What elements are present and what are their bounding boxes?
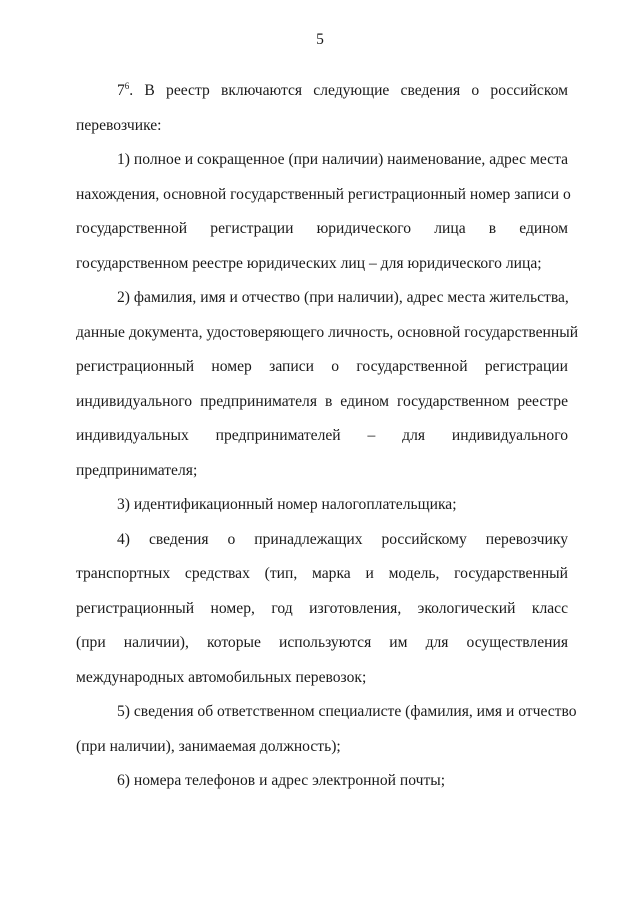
list-item-line: 1) полное и сокращенное (при наличии) наименование, адрес места [117,151,569,168]
list-item-line: предпринимателя; [76,461,198,479]
list-item-6: 6) номера телефонов и адрес электронной почты; [117,772,446,789]
document-body [76,74,579,799]
list-item-5 [76,695,577,764]
list-item-line: (при наличии), занимаемая должность); [76,737,341,755]
list-item-1 [76,143,571,281]
section-intro [76,74,568,143]
list-item-line: нахождения, основной государственный регистрационный номер записи о [76,185,571,203]
section-intro-text: . В реестр включаются следующие сведения о российском [129,82,568,99]
section-number: 7 [117,82,125,99]
list-item-line: транспортных средствах (тип, марка и модель, государственный [76,565,568,582]
list-item-line: регистрационный номер, год изготовления, экологический класс [76,599,568,617]
list-item-line: государственном реестре юридических лиц – для юридического лица; [76,254,542,272]
list-item-line: 2) фамилия, имя и отчество (при наличии), адрес места жительства, [117,289,569,306]
list-item-line: регистрационный номер записи о государственной регистрации [76,358,568,375]
list-item-line: государственной регистрации юридического лица в едином [76,220,568,237]
section-intro-line-2: перевозчике: [76,116,162,134]
page-number: 5 [316,31,324,48]
section-number-superscript: 6 [124,81,130,91]
list-item-4 [76,523,568,696]
list-item-line: данные документа, удостоверяющего личность, основной государственный [76,323,579,341]
list-item-line: международных автомобильных перевозок; [76,668,367,686]
list-item-line: индивидуального предпринимателя в едином государственном реестре [76,392,568,410]
list-item-3: 3) идентификационный номер налогоплательщика; [117,496,457,513]
list-item-line: индивидуальных предпринимателей – для индивидуального [76,427,568,444]
list-item-line: (при наличии), которые используются им для осуществления [76,634,568,651]
list-item-line: 5) сведения об ответственном специалисте (фамилия, имя и отчество [117,703,577,720]
list-item-line: 4) сведения о принадлежащих российскому перевозчику [117,530,568,548]
section-intro-line-1 [76,74,568,109]
list-item-2 [76,281,579,488]
